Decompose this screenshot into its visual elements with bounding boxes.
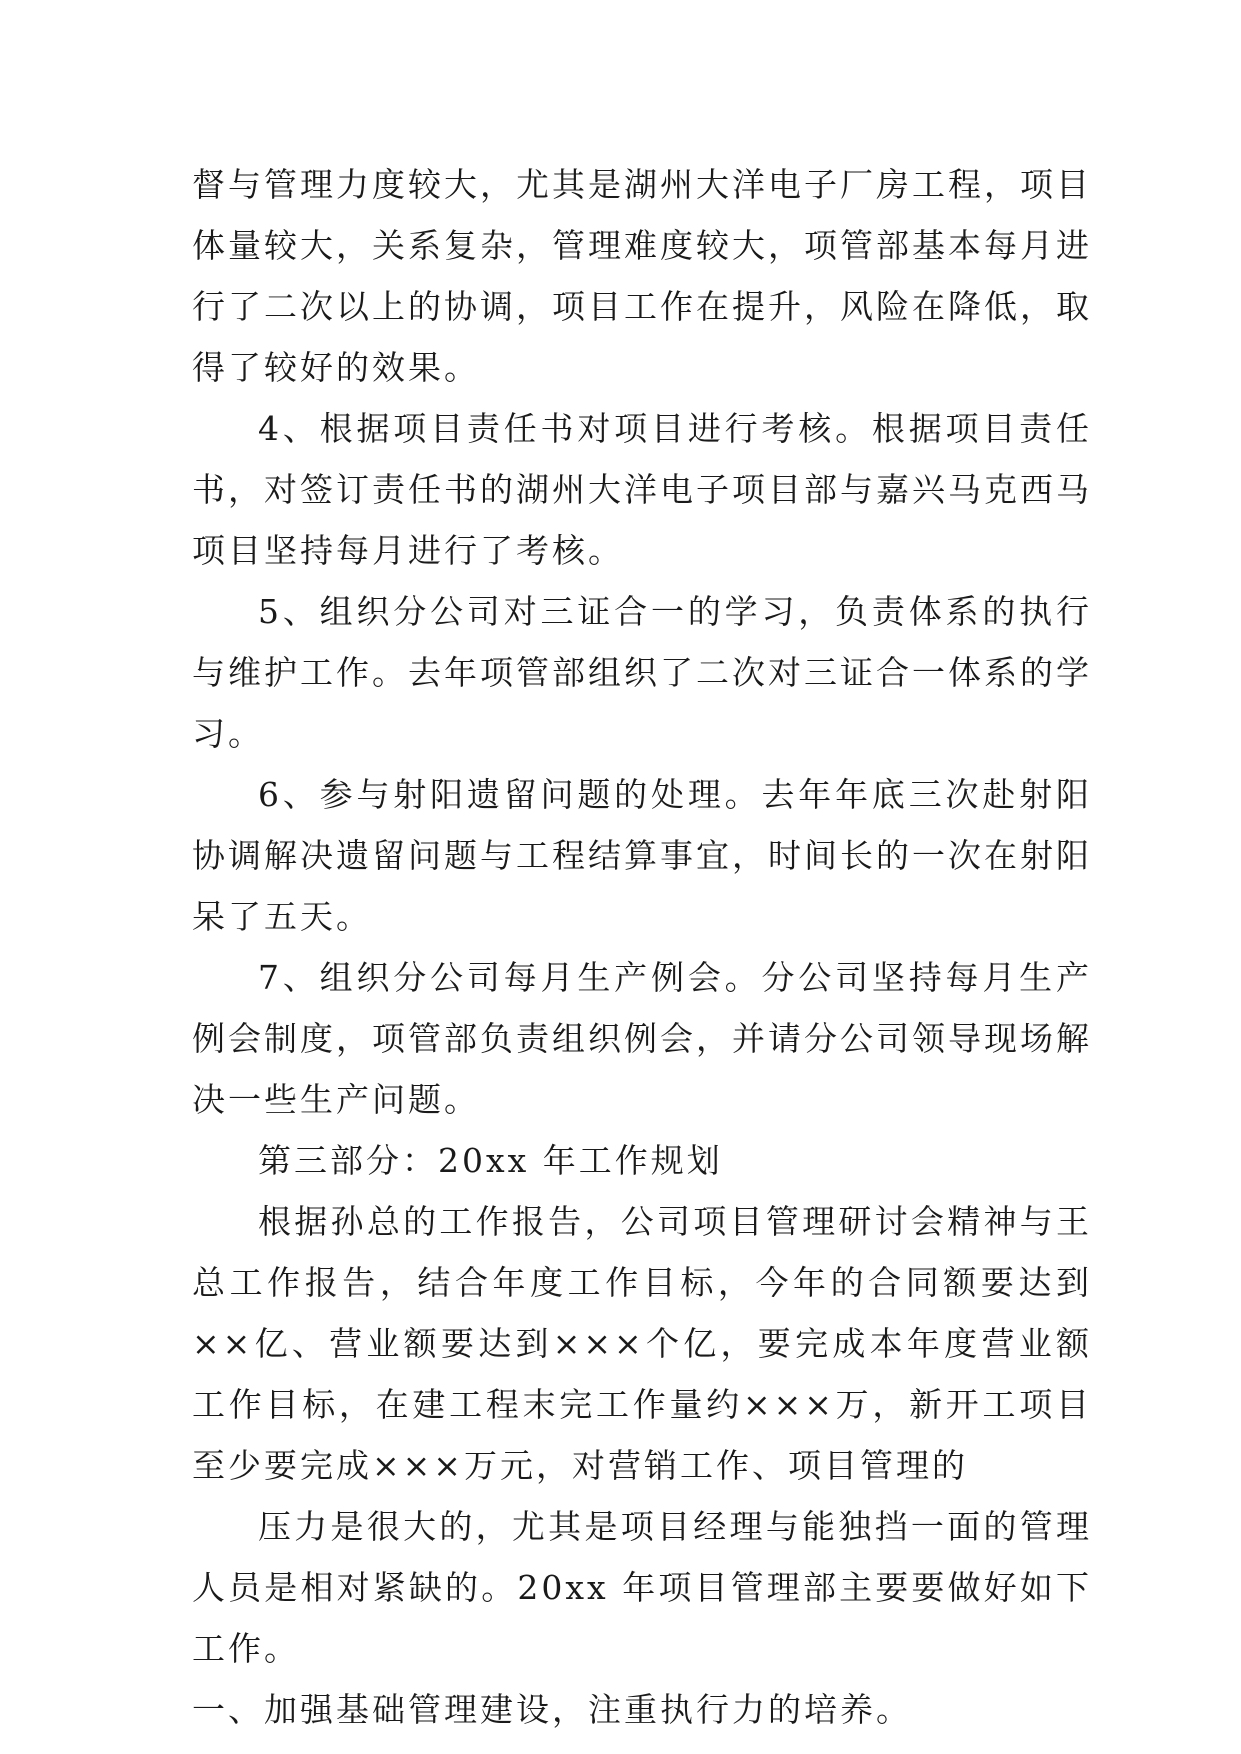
paragraph-item-6: 6、参与射阳遗留问题的处理。去年年底三次赴射阳协调解决遗留问题与工程结算事宜，时间长的一次在射阳呆了五天。 [192, 775, 1092, 936]
subheading-one: 一、加强基础管理建设，注重执行力的培养。 [192, 1690, 912, 1729]
paragraph-item-5: 5、组织分公司对三证合一的学习，负责体系的执行与维护工作。去年项管部组织了二次对三证合一体系的学习。 [192, 592, 1092, 753]
section-heading: 第三部分：20xx 年工作规划 [258, 1141, 723, 1180]
paragraph-continuation: 督与管理力度较大，尤其是湖州大洋电子厂房工程，项目体量较大，关系复杂，管理难度较大，项管部基本每月进行了二次以上的协调，项目工作在提升，风险在降低，取得了较好的效果。 [192, 165, 1092, 387]
paragraph-item-7: 7、组织分公司每月生产例会。分公司坚持每月生产例会制度，项管部负责组织例会，并请分公司领导现场解决一些生产问题。 [192, 958, 1092, 1119]
paragraph-item-4: 4、根据项目责任书对项目进行考核。根据项目责任书，对签订责任书的湖州大洋电子项目部与嘉兴马克西马项目坚持每月进行了考核。 [192, 409, 1092, 570]
paragraph-plan-intro: 根据孙总的工作报告，公司项目管理研讨会精神与王总工作报告，结合年度工作目标，今年的合同额要达到××亿、营业额要达到×××个亿，要完成本年度营业额工作目标，在建工程末完工作量约×××万，新开工项目至少要完成×××万元，对营销工作、项目管理的 [192, 1202, 1092, 1485]
document-body [192, 154, 1092, 1740]
paragraph-pressure: 压力是很大的，尤其是项目经理与能独挡一面的管理人员是相对紧缺的。20xx 年项目管理部主要要做好如下工作。 [192, 1507, 1092, 1668]
